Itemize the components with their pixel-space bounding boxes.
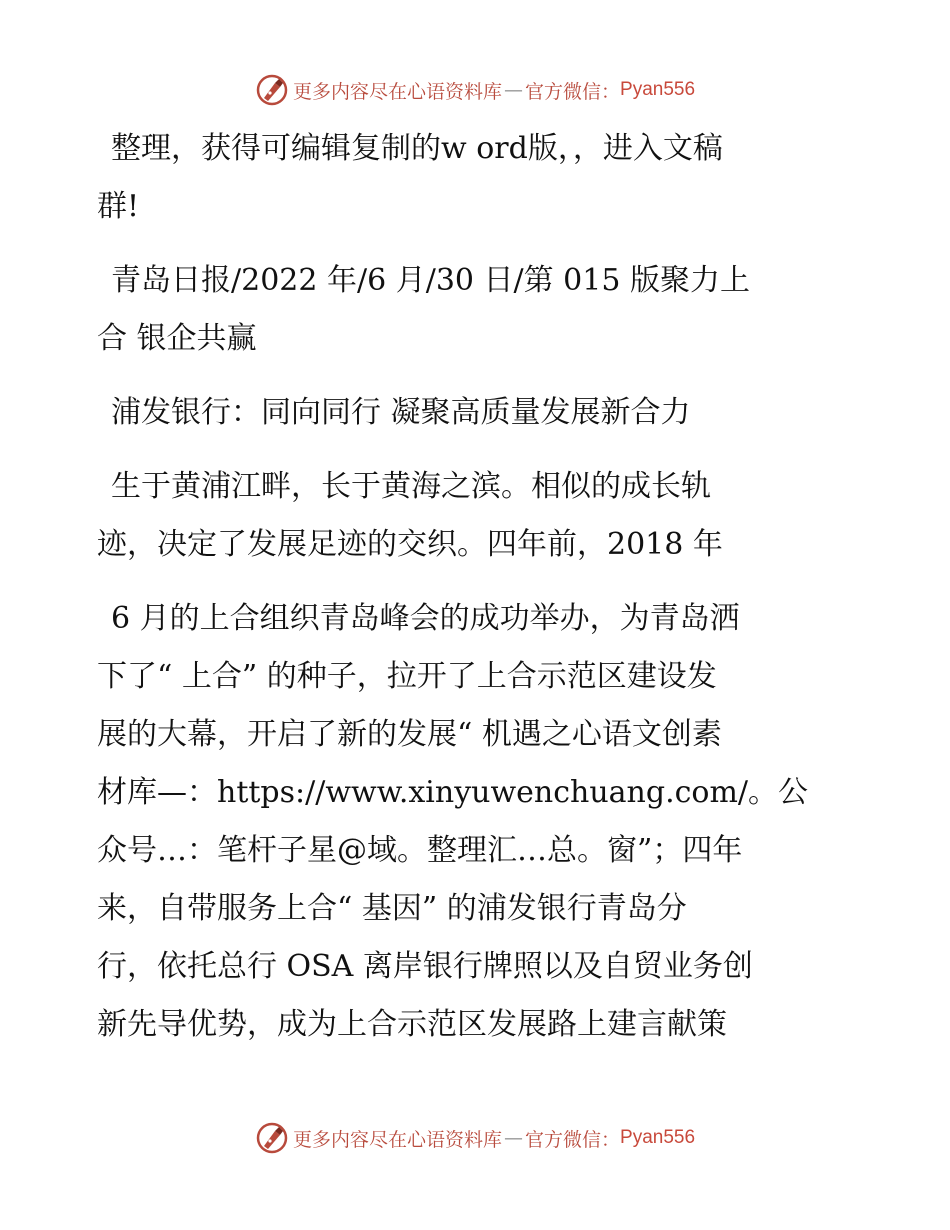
pen-nib-logo-icon: [255, 73, 289, 107]
text-line: 下了“ 上合” 的种子，拉开了上合示范区建设发: [97, 659, 717, 694]
header-watermark: [0, 70, 950, 110]
text-line: 材库—：https://www.xinyuwenchuang.com/。公: [97, 775, 809, 810]
paragraph: [97, 590, 857, 1054]
text-line: 整理，获得可编辑复制的w ord版，，进入文稿: [111, 131, 723, 166]
text-line: 生于黄浦江畔，长于黄海之滨。相似的成长轨: [111, 469, 711, 504]
text-line: 众号…：笔杆子星@域。整理汇…总。窗”；四年: [97, 833, 743, 868]
text-line: 展的大幕，开启了新的发展“ 机遇之心语文创素: [97, 717, 722, 752]
wechat-handle: Pyan556: [620, 79, 696, 100]
colon: ：: [601, 1128, 621, 1151]
text-line: 青岛日报/2022 年/6 月/30 日/第 015 版聚力上: [111, 263, 750, 298]
paragraph: [97, 120, 857, 236]
paragraph: [97, 384, 857, 442]
paragraph: [97, 252, 857, 368]
pen-nib-logo-icon: [255, 1121, 289, 1155]
colon: ：: [601, 80, 621, 103]
promo-text: 更多内容尽在心语资料库: [292, 80, 502, 103]
text-line: 6 月的上合组织青岛峰会的成功举办，为青岛洒: [111, 601, 740, 636]
paragraph: [97, 458, 857, 574]
separator: —: [503, 1127, 523, 1149]
text-line: 迹，决定了发展足迹的交织。四年前，2018 年: [97, 527, 723, 562]
wechat-handle: Pyan556: [620, 1127, 696, 1148]
text-line: 群!: [97, 189, 140, 224]
footer-watermark: [0, 1118, 950, 1158]
wechat-label: 官方微信: [524, 80, 601, 103]
text-line: 新先导优势，成为上合示范区发展路上建言献策: [97, 1007, 727, 1042]
article-body: [97, 120, 857, 1054]
text-line: 合 银企共赢: [97, 321, 257, 356]
article-headline: 浦发银行：同向同行 凝聚高质量发展新合力: [111, 395, 691, 430]
text-line: 来，自带服务上合“ 基因” 的浦发银行青岛分: [97, 891, 687, 926]
separator: —: [503, 79, 523, 101]
wechat-label: 官方微信: [524, 1128, 601, 1151]
text-line: 行，依托总行 OSA 离岸银行牌照以及自贸业务创: [97, 949, 753, 984]
promo-text: 更多内容尽在心语资料库: [292, 1128, 502, 1151]
